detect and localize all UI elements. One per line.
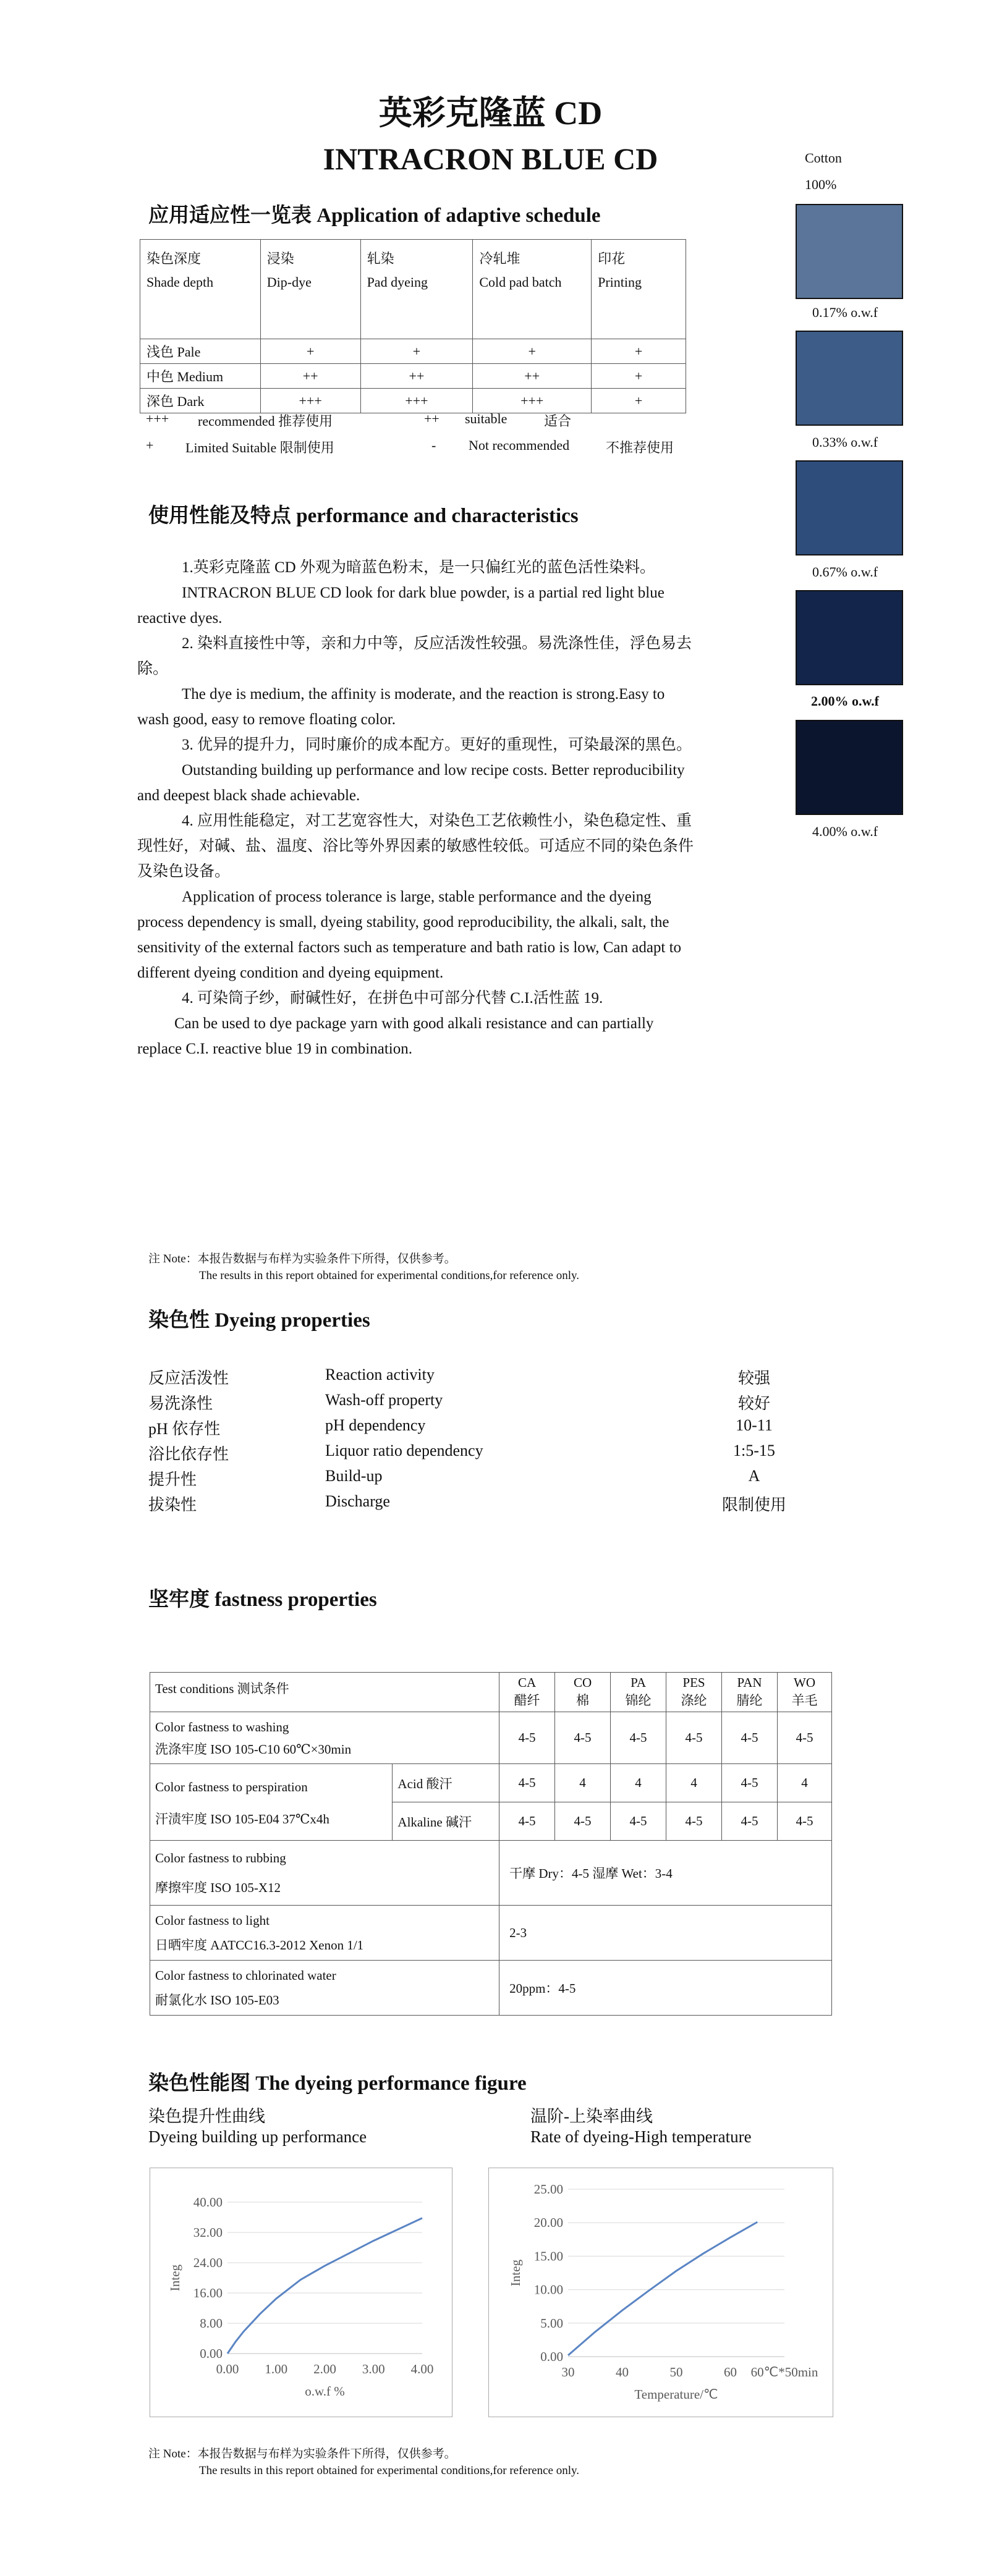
adaptive-table bbox=[140, 239, 686, 413]
swatch-label-0: 0.17% o.w.f bbox=[812, 305, 878, 320]
right-chart-title-en: Rate of dyeing-High temperature bbox=[530, 2127, 752, 2146]
x-tick-label: 40 bbox=[616, 2365, 629, 2380]
left-chart-title-en: Dyeing building up performance bbox=[148, 2127, 367, 2146]
fastness-row-perspiration-acid: Color fastness to perspiration 汗渍牢度 ISO 105-E04 37℃x4h Acid 酸汗 4-5 4 4 4 4-5 4 bbox=[150, 1764, 832, 1802]
swatch-strength: 100% bbox=[805, 177, 837, 192]
fastness-row-rubbing: Color fastness to rubbing 摩擦牢度 ISO 105-X12 干摩 Dry：4-5 湿摩 Wet：3-4 bbox=[150, 1841, 832, 1906]
x-axis-label: o.w.f % bbox=[305, 2384, 345, 2399]
y-tick-label: 16.00 bbox=[193, 2286, 223, 2300]
perf-para-5-en: Can be used to dye package yarn with good alkali resistance and can partially replace C.I. reactive blue 19 in combination. bbox=[137, 1015, 654, 1057]
dyeing-row: pH 依存性 pH dependency 10-11 bbox=[148, 1416, 773, 1438]
perf-para-1-cn: 1.英彩克隆蓝 CD 外观为暗蓝色粉末，是一只偏红光的蓝色活性染料。 bbox=[182, 559, 655, 576]
x-tick-label: 1.00 bbox=[265, 2362, 288, 2376]
y-tick-label: 0.00 bbox=[540, 2349, 563, 2364]
x-tick-label: 60 bbox=[724, 2365, 737, 2380]
chart-rate-svg bbox=[489, 2168, 833, 2417]
adaptive-header-cell: 冷轧堆 Cold pad batch bbox=[473, 240, 592, 339]
fastness-row-washing: Color fastness to washing 洗涤牢度 ISO 105-C10 60℃×30min 4-5 4-5 4-5 4-5 4-5 4-5 bbox=[150, 1712, 832, 1764]
title-chinese: 英彩克隆蓝 CD bbox=[378, 95, 603, 132]
note-en-bottom: The results in this report obtained for experimental conditions,for reference only. bbox=[199, 2464, 580, 2477]
swatch-4 bbox=[796, 720, 903, 815]
note-cn-bottom: 注 Note：本报告数据与布样为实验条件下所得，仅供参考。 bbox=[148, 2447, 456, 2460]
figure-heading: 染色性能图 The dyeing performance figure bbox=[148, 2072, 527, 2095]
perf-para-3-en: Outstanding building up performance and low recipe costs. Better reproducibility and deepest black shade achievable. bbox=[137, 762, 685, 804]
swatch-0 bbox=[796, 204, 903, 299]
left-chart-title-cn: 染色提升性曲线 bbox=[148, 2107, 265, 2126]
legend-line-2: + Limited Suitable 限制使用 - Not recommended 不推荐使用 bbox=[146, 437, 674, 455]
adaptive-row: 中色 Medium ++ ++ ++ + bbox=[140, 364, 686, 389]
chart-buildup-svg bbox=[150, 2168, 452, 2417]
swatch-label-4: 4.00% o.w.f bbox=[812, 824, 878, 839]
dyeing-row: 提升性 Build-up A bbox=[148, 1467, 760, 1489]
perf-para-3-cn: 3. 优异的提升力，同时廉价的成本配方。更好的重现性，可染最深的黑色。 bbox=[182, 737, 692, 753]
y-tick-label: 25.00 bbox=[533, 2182, 563, 2197]
dyeing-properties-list bbox=[0, 1366, 981, 1526]
perf-para-2-en: The dye is medium, the affinity is moderate, and the reaction is strong.Easy to wash good, easy to remove floating color. bbox=[137, 686, 665, 728]
y-axis-label: Integ bbox=[168, 2264, 182, 2292]
y-tick-label: 24.00 bbox=[193, 2255, 223, 2270]
dyeing-row: 拔染性 Discharge 限制使用 bbox=[148, 1492, 786, 1514]
y-axis-label: Integ bbox=[508, 2259, 523, 2287]
series-line bbox=[568, 2222, 757, 2355]
x-axis-label: Temperature/℃ bbox=[634, 2387, 718, 2402]
x-tick-label: 3.00 bbox=[362, 2362, 385, 2376]
title-english: INTRACRON BLUE CD bbox=[323, 141, 658, 176]
series-line bbox=[227, 2218, 422, 2354]
swatch-3 bbox=[796, 590, 903, 685]
adaptive-header-cell: 染色深度 Shade depth bbox=[140, 240, 261, 339]
x-tick-label: 60℃*50min bbox=[750, 2365, 818, 2380]
adaptive-header-cell: 轧染 Pad dyeing bbox=[360, 240, 473, 339]
dyeing-heading: 染色性 Dyeing properties bbox=[148, 1309, 370, 1332]
dyeing-row: 浴比依存性 Liquor ratio dependency 1:5-15 bbox=[148, 1442, 775, 1463]
adaptive-header-cell: 浸染 Dip-dye bbox=[260, 240, 360, 339]
right-chart-title-cn: 温阶-上染率曲线 bbox=[530, 2107, 653, 2126]
fastness-table bbox=[150, 1672, 832, 2016]
swatch-1 bbox=[796, 331, 903, 426]
note-cn: 注 Note：本报告数据与布样为实验条件下所得，仅供参考。 bbox=[148, 1252, 456, 1265]
chart-rate bbox=[488, 2168, 833, 2417]
y-tick-label: 8.00 bbox=[200, 2316, 223, 2331]
x-tick-label: 2.00 bbox=[313, 2362, 336, 2376]
perf-para-5-cn: 4. 可染筒子纱，耐碱性好，在拼色中可部分代替 C.I.活性蓝 19. bbox=[182, 990, 603, 1007]
x-tick-label: 30 bbox=[561, 2365, 575, 2380]
x-tick-label: 0.00 bbox=[216, 2362, 239, 2376]
swatch-substrate: Cotton bbox=[805, 150, 842, 166]
y-tick-label: 0.00 bbox=[200, 2346, 223, 2361]
fastness-heading: 坚牢度 fastness properties bbox=[148, 1589, 377, 1611]
perf-para-2-cn: 2. 染料直接性中等，亲和力中等，反应活泼性较强。易洗涤性佳，浮色易去除。 bbox=[137, 635, 692, 677]
swatch-2 bbox=[796, 460, 903, 555]
perf-para-4-en: Application of process tolerance is large, stable performance and the dyeing process dependency is small, dyeing stability, good reproducibility, the alkali, salt, the sensitivity of the external factors such as temperature and bath ratio is low, Can adapt to different dyeing condition and dyeing equipment. bbox=[137, 889, 682, 981]
adaptive-row: 深色 Dark +++ +++ +++ + bbox=[140, 389, 686, 413]
fastness-row-chlorinated: Color fastness to chlorinated water 耐氯化水 ISO 105-E03 20ppm：4-5 bbox=[150, 1961, 832, 2016]
swatch-label-1: 0.33% o.w.f bbox=[812, 434, 878, 450]
y-tick-label: 15.00 bbox=[533, 2249, 563, 2264]
adaptive-row: 浅色 Pale + + + + bbox=[140, 339, 686, 364]
chart-buildup bbox=[150, 2168, 452, 2417]
y-tick-label: 32.00 bbox=[193, 2225, 223, 2240]
y-tick-label: 5.00 bbox=[540, 2315, 563, 2331]
y-tick-label: 10.00 bbox=[533, 2282, 563, 2297]
note-en: The results in this report obtained for experimental conditions,for reference only. bbox=[199, 1269, 580, 1282]
perf-para-4-cn: 4. 应用性能稳定，对工艺宽容性大，对染色工艺依赖性小，染色稳定性、重现性好，对碱、盐、温度、浴比等外界因素的敏感性较低。可适应不同的染色条件及染色设备。 bbox=[137, 813, 694, 880]
adaptive-header-cell: 印花 Printing bbox=[592, 240, 686, 339]
adaptive-heading: 应用适应性一览表 Application of adaptive schedule bbox=[148, 205, 601, 227]
swatch-label-2: 0.67% o.w.f bbox=[812, 564, 878, 580]
swatch-label-3: 2.00% o.w.f bbox=[811, 693, 879, 709]
dyeing-row: 反应活泼性 Reaction activity 较强 bbox=[148, 1366, 770, 1387]
fastness-row-light: Color fastness to light 日晒牢度 AATCC16.3-2012 Xenon 1/1 2-3 bbox=[150, 1906, 832, 1961]
y-tick-label: 20.00 bbox=[533, 2215, 563, 2231]
performance-text bbox=[137, 555, 694, 1062]
perf-para-1-en: INTRACRON BLUE CD look for dark blue powder, is a partial red light blue reactive dyes. bbox=[137, 585, 665, 627]
y-tick-label: 40.00 bbox=[193, 2195, 223, 2210]
x-tick-label: 4.00 bbox=[410, 2362, 434, 2376]
legend-line-1: +++ recommended 推荐使用 ++ suitable 适合 bbox=[146, 411, 572, 429]
performance-heading: 使用性能及特点 performance and characteristics bbox=[148, 505, 579, 527]
adaptive-header-row bbox=[140, 240, 686, 339]
x-tick-label: 50 bbox=[669, 2365, 683, 2380]
fastness-header-row: Test conditions 测试条件 CA 醋纤 CO 棉 PA 锦纶 PES 涤纶 PAN 腈纶 WO 羊毛 bbox=[150, 1673, 832, 1712]
dyeing-row: 易洗涤性 Wash-off property 较好 bbox=[148, 1391, 770, 1413]
fastness-row-perspiration-alkaline: Alkaline 碱汗 4-5 4-5 4-5 4-5 4-5 4-5 bbox=[150, 1802, 832, 1841]
